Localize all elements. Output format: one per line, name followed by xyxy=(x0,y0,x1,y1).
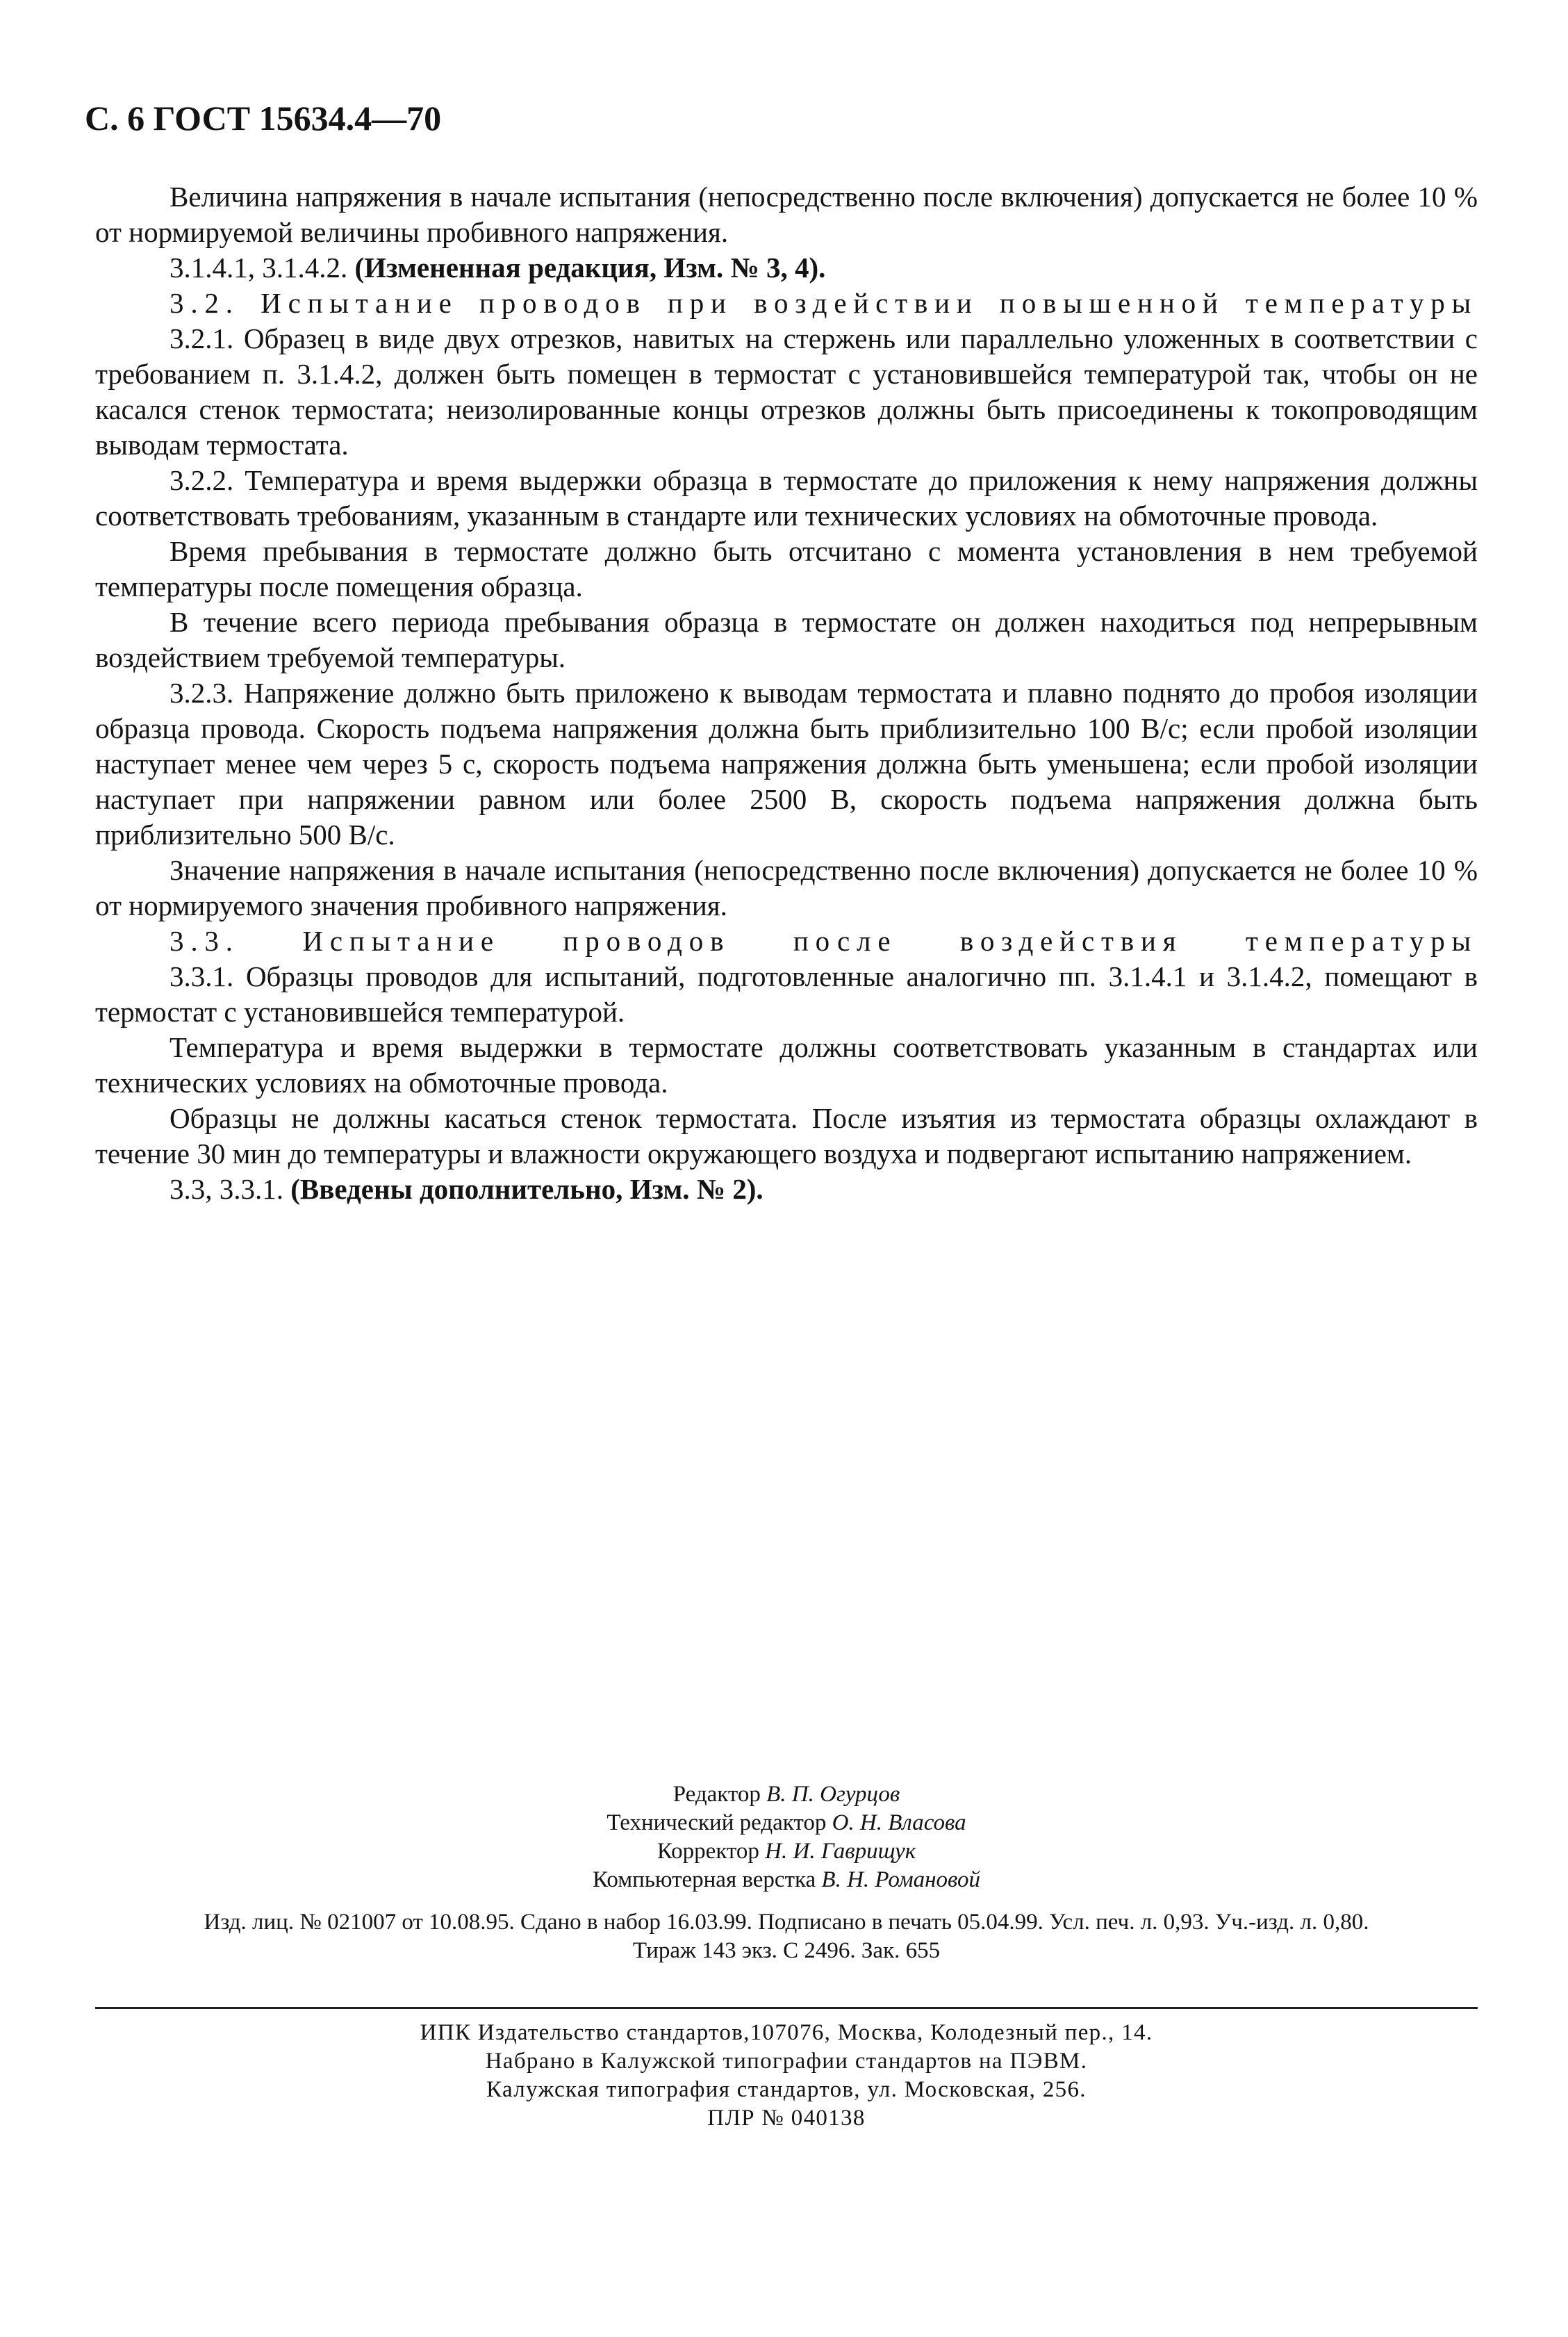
paragraph: 3.2.1. Образец в виде двух отрезков, навитых на стержень или параллельно уложенных в соответствии с требованием п. 3.1.4.2, должен быть помещен в термостат с установившейся температурой так, чтобы он не касался стенок термостата; неизолированные концы отрезков должны быть присоединены к токопроводящим выводам термостата. xyxy=(95,322,1478,461)
document-body xyxy=(95,179,1478,1207)
editor-name: В. П. Огурцов xyxy=(766,1782,900,1807)
layout-name: В. Н. Романовой xyxy=(821,1867,980,1892)
section-heading-3-3 xyxy=(95,924,1478,959)
section-number: 3.2. xyxy=(170,287,240,319)
section-title: Испытание проводов после воздействия температуры xyxy=(302,925,1478,957)
print-run-line: Тираж 143 экз. С 2496. Зак. 655 xyxy=(632,1938,941,1963)
layout-label: Компьютерная верстка xyxy=(593,1867,816,1892)
editor-label: Редактор xyxy=(672,1782,761,1807)
clause-refs: 3.1.4.1, 3.1.4.2. xyxy=(170,252,355,284)
amendment-note xyxy=(95,1172,1478,1207)
printer-line: Набрано в Калужской типографии стандартов на ПЭВМ. xyxy=(485,2049,1088,2074)
corrector-line xyxy=(95,1837,1478,1866)
printer-info xyxy=(95,2019,1478,2133)
paragraph: Образцы не должны касаться стенок термостата. После изъятия из термостата образцы охлаждают в течение 30 мин до температуры и влажности окружающего воздуха и подвергают испытанию напряжением. xyxy=(95,1102,1478,1170)
clause-refs: 3.3, 3.3.1. xyxy=(170,1173,291,1205)
printer-line: Калужская типография стандартов, ул. Московская, 256. xyxy=(486,2077,1087,2102)
amendment-text: (Измененная редакция, Изм. № 3, 4). xyxy=(354,252,826,284)
colophon xyxy=(95,1780,1478,1965)
amendment-text: (Введены дополнительно, Изм. № 2). xyxy=(290,1173,764,1205)
layout-line xyxy=(95,1866,1478,1894)
paragraph: 3.3.1. Образцы проводов для испытаний, подготовленные аналогично пп. 3.1.4.1 и 3.1.4.2, помещают в термостат с установившейся температурой. xyxy=(95,960,1478,1028)
paragraph: 3.2.3. Напряжение должно быть приложено к выводам термостата и плавно поднято до пробоя изоляции образца провода. Скорость подъема напряжения должна быть приблизительно 100 В/с; если пробой изоляции наступает менее чем через 5 с, скорость подъема напряжения должна быть уменьшена; если пробой изоляции наступает при напряжении равном или более 2500 В, скорость подъема напряжения должна быть приблизительно 500 В/с. xyxy=(95,677,1478,851)
corrector-label: Корректор xyxy=(657,1839,759,1864)
section-number: 3.3. xyxy=(170,925,240,957)
page-title: С. 6 ГОСТ 15634.4—70 xyxy=(85,99,442,138)
publication-line: Изд. лиц. № 021007 от 10.08.95. Сдано в набор 16.03.99. Подписано в печать 05.04.99. Усл. печ. л. 0,93. Уч.-изд. л. 0,80. xyxy=(204,1910,1369,1935)
paragraph: Температура и время выдержки в термостате должны соответствовать указанным в стандартах или технических условиях на обмоточные провода. xyxy=(95,1031,1478,1099)
printer-line: ПЛР № 040138 xyxy=(707,2106,866,2131)
paragraph: Величина напряжения в начале испытания (непосредственно после включения) допускается не более 10 % от нормируемой величины пробивного напряжения. xyxy=(95,181,1478,248)
corrector-name: Н. И. Гаврищук xyxy=(765,1839,916,1864)
paragraph: 3.2.2. Температура и время выдержки образца в термостате до приложения к нему напряжения должны соответствовать требованиям, указанным в стандарте или технических условиях на обмоточные провода. xyxy=(95,464,1478,532)
paragraph: Значение напряжения в начале испытания (непосредственно после включения) допускается не более 10 % от нормируемого значения пробивного напряжения. xyxy=(95,854,1478,921)
amendment-note xyxy=(95,250,1478,286)
paragraph: Время пребывания в термостате должно быть отсчитано с момента установления в нем требуемой температуры после помещения образца. xyxy=(95,535,1478,602)
section-heading-3-2 xyxy=(95,286,1478,321)
tech-editor-name: О. Н. Власова xyxy=(832,1810,966,1835)
printer-line: ИПК Издательство стандартов,107076, Москва, Колодезный пер., 14. xyxy=(420,2020,1153,2045)
tech-editor-line xyxy=(95,1809,1478,1837)
editor-line xyxy=(95,1780,1478,1809)
section-title: Испытание проводов при воздействии повышенной температуры xyxy=(261,287,1478,319)
paragraph: В течение всего периода пребывания образца в термостате он должен находиться под непрерывным воздействием требуемой температуры. xyxy=(95,606,1478,673)
tech-editor-label: Технический редактор xyxy=(606,1810,827,1835)
divider xyxy=(95,2007,1478,2009)
